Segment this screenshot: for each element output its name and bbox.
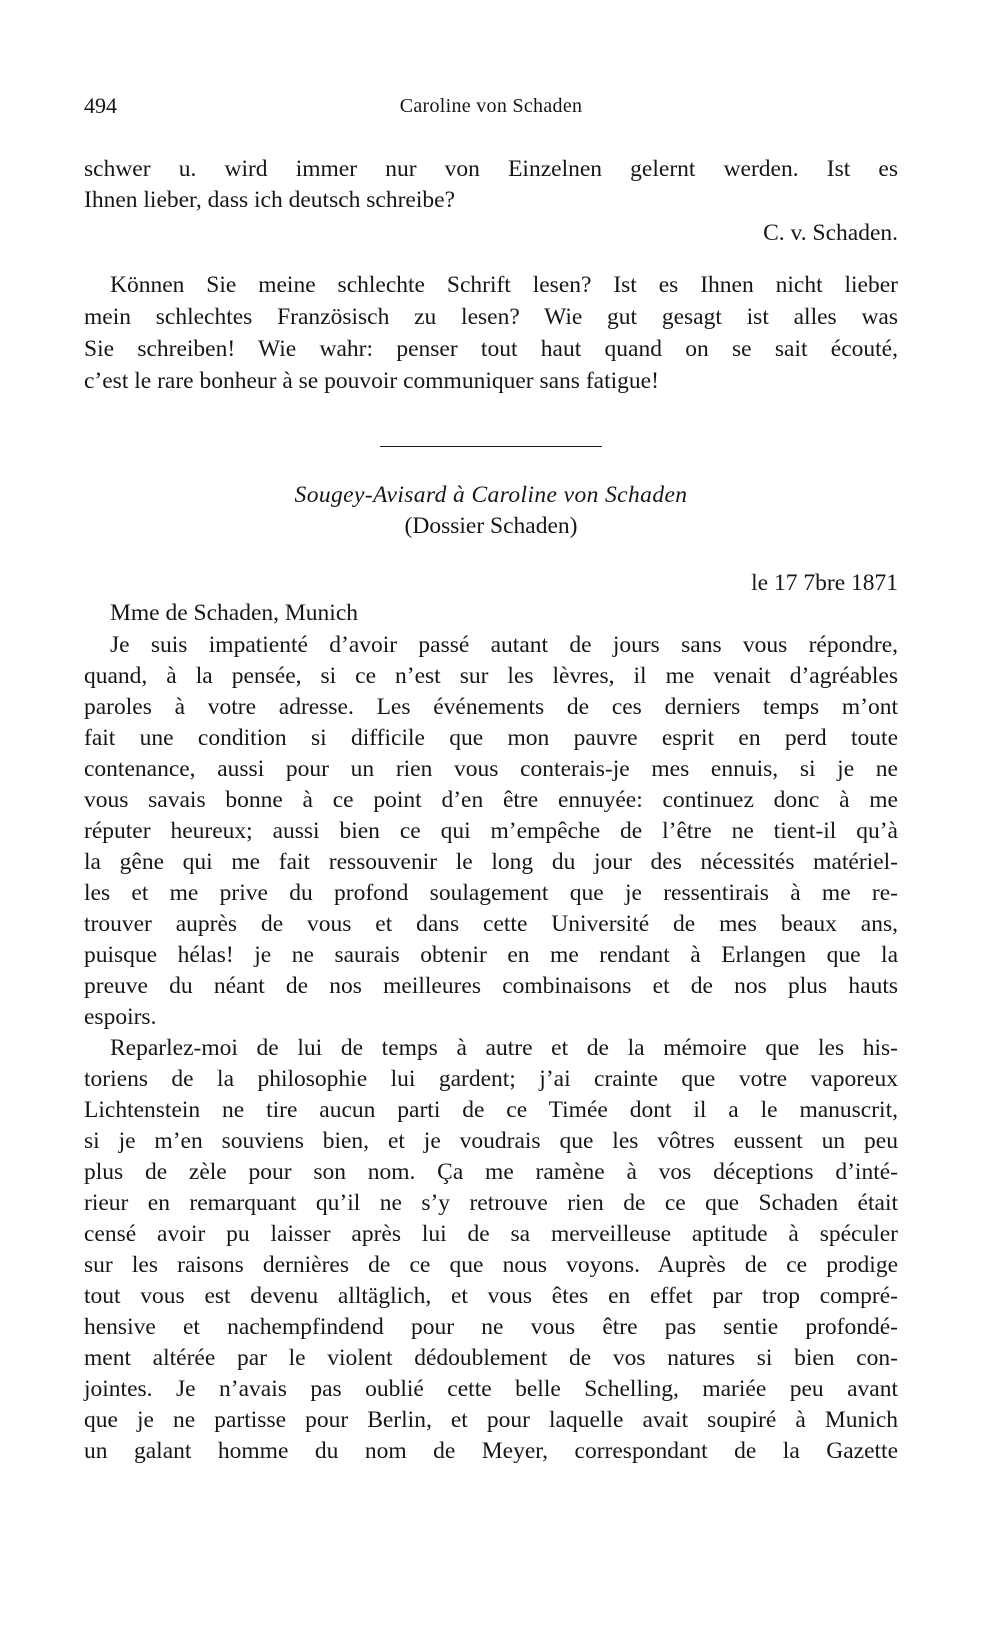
- running-title: Caroline von Schaden: [399, 95, 583, 117]
- text-line: quand, à la pensée, si ce n’est sur les lèvres, il me venait d’agréables: [84, 663, 898, 689]
- text-line: que je ne partisse pour Berlin, et pour laquelle avait soupiré à Munich: [84, 1407, 898, 1433]
- text-line: mein schlechtes Französisch zu lesen? Wie gut gesagt ist alles was: [84, 304, 898, 330]
- text-line: un galant homme du nom de Meyer, correspondant de la Gazette: [84, 1438, 898, 1464]
- text-line: jointes. Je n’avais pas oublié cette belle Schelling, mariée peu avant: [84, 1376, 898, 1402]
- text-line: preuve du néant de nos meilleures combinaisons et de nos plus hauts: [84, 973, 898, 999]
- text-line: censé avoir pu laisser après lui de sa merveilleuse aptitude à spéculer: [84, 1221, 898, 1247]
- text-line: espoirs.: [84, 1004, 157, 1030]
- text-line: les et me prive du profond soulagement que je ressentirais à me re-: [84, 880, 898, 906]
- text-line: Je suis impatienté d’avoir passé autant de jours sans vous répondre,: [110, 632, 898, 658]
- text-line: puisque hélas! je ne saurais obtenir en me rendant à Erlangen que la: [84, 942, 898, 968]
- text-line: réputer heureux; aussi bien ce qui m’empêche de l’être ne tient-il qu’à: [84, 818, 898, 844]
- letter-title: Sougey-Avisard à Caroline von Schaden: [294, 482, 688, 508]
- text-line: hensive et nachempfindend pour ne vous être pas sentie profondé-: [84, 1314, 898, 1340]
- text-line: si je m’en souviens bien, et je voudrais que les vôtres eussent un peu: [84, 1128, 898, 1154]
- letter-addressee: Mme de Schaden, Munich: [110, 600, 359, 626]
- signature: C. v. Schaden.: [763, 220, 898, 246]
- running-header: [84, 93, 898, 123]
- text-line: Lichtenstein ne tire aucun parti de ce Timée dont il a le manuscrit,: [84, 1097, 898, 1123]
- text-line: c’est le rare bonheur à se pouvoir communiquer sans fatigue!: [84, 368, 659, 394]
- text-line: ment altérée par le violent dédoublement de vos natures si bien con-: [84, 1345, 898, 1371]
- text-line: sur les raisons dernières de ce que nous voyons. Auprès de ce prodige: [84, 1252, 898, 1278]
- text-line: la gêne qui me fait ressouvenir le long du jour des nécessités matériel-: [84, 849, 898, 875]
- text-line: trouver auprès de vous et dans cette Université de mes beaux ans,: [84, 911, 898, 937]
- text-line: paroles à votre adresse. Les événements de ces derniers temps m’ont: [84, 694, 898, 720]
- text-line: schwer u. wird immer nur von Einzelnen gelernt werden. Ist es: [84, 156, 898, 182]
- text-line: Reparlez-moi de lui de temps à autre et de la mémoire que les his-: [110, 1035, 898, 1061]
- text-line: toriens de la philosophie lui gardent; j’ai crainte que votre vaporeux: [84, 1066, 898, 1092]
- text-line: Ihnen lieber, dass ich deutsch schreibe?: [84, 187, 455, 213]
- page-number: 494: [84, 93, 117, 118]
- text-line: rieur en remarquant qu’il ne s’y retrouve rien de ce que Schaden était: [84, 1190, 898, 1216]
- section-divider: [380, 446, 602, 447]
- text-line: vous savais bonne à ce point d’en être ennuyée: continuez donc à me: [84, 787, 898, 813]
- text-line: tout vous est devenu alltäglich, et vous êtes en effet par trop compré-: [84, 1283, 898, 1309]
- text-line: contenance, aussi pour un rien vous conterais-je mes ennuis, si je ne: [84, 756, 898, 782]
- letter-date: le 17 7bre 1871: [751, 570, 898, 596]
- text-line: fait une condition si difficile que mon pauvre esprit en perd toute: [84, 725, 898, 751]
- text-line: plus de zèle pour son nom. Ça me ramène à vos déceptions d’inté-: [84, 1159, 898, 1185]
- text-line: Sie schreiben! Wie wahr: penser tout haut quand on se sait écouté,: [84, 336, 898, 362]
- text-line: Können Sie meine schlechte Schrift lesen? Ist es Ihnen nicht lieber: [110, 272, 898, 298]
- letter-source: (Dossier Schaden): [404, 513, 578, 539]
